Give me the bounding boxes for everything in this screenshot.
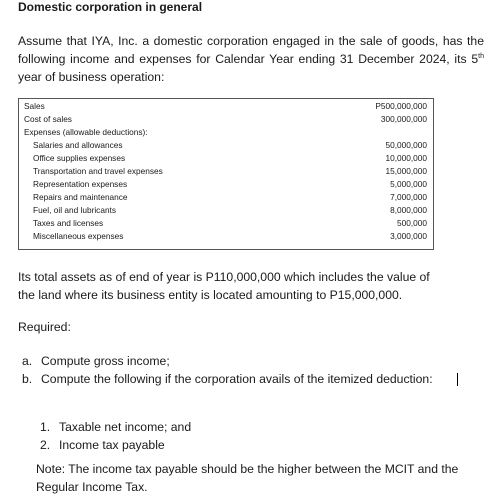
- requirement-marker: a.: [22, 354, 33, 368]
- row-label: Expenses (allowable deductions):: [24, 127, 148, 137]
- statement-row: [19, 179, 433, 190]
- requirement-item: [22, 370, 482, 406]
- sub-requirement-marker: 2.: [40, 438, 51, 452]
- statement-row: [19, 192, 433, 203]
- row-label: Repairs and maintenance: [33, 192, 128, 202]
- statement-row: [19, 153, 433, 164]
- note-paragraph: Note: The income tax payable should be the higher between the MCIT and the Regular Income Tax.: [36, 462, 459, 494]
- statement-row: [19, 218, 433, 229]
- requirement-marker: b.: [22, 372, 33, 386]
- section-heading: Domestic corporation in general: [18, 0, 203, 14]
- row-amount: 8,000,000: [390, 205, 427, 215]
- statement-row: [19, 205, 433, 216]
- row-label: Representation expenses: [33, 179, 128, 189]
- intro-paragraph: [18, 32, 484, 86]
- sub-requirement-text: Taxable net income; and: [59, 420, 192, 434]
- sub-requirement-marker: 1.: [40, 420, 51, 434]
- statement-row: [19, 231, 433, 242]
- sub-requirement-item: [40, 436, 460, 454]
- row-label: Sales: [24, 101, 45, 111]
- total-assets-paragraph: Its total assets as of end of year is P110,000,000 which includes the value of the land where its business entity is located amounting to P15,000,000.: [18, 270, 430, 302]
- row-label: Office supplies expenses: [33, 153, 126, 163]
- sub-requirement-item: [40, 418, 460, 436]
- statement-row: [19, 101, 433, 112]
- requirement-text-wrap: [41, 370, 455, 388]
- statement-row: [19, 166, 433, 177]
- requirement-text: Compute gross income;: [41, 354, 170, 368]
- requirement-item: [22, 352, 482, 370]
- text-cursor: [457, 373, 458, 386]
- sub-requirement-text: Income tax payable: [59, 438, 165, 452]
- row-amount: P500,000,000: [375, 101, 427, 111]
- statement-row: [19, 127, 433, 138]
- row-label: Cost of sales: [24, 114, 72, 124]
- row-label: Salaries and allowances: [33, 140, 123, 150]
- row-amount: 500,000: [397, 218, 427, 228]
- intro-text-part2: year of business operation:: [18, 70, 165, 84]
- statement-row: [19, 114, 433, 125]
- row-label: Fuel, oil and lubricants: [33, 205, 117, 215]
- income-statement-table: [18, 98, 434, 250]
- intro-text-part1: Assume that IYA, Inc. a domestic corporation engaged in the sale of goods, has the following income and expenses for Calendar Year ending 31 December 2024, its 5: [18, 34, 484, 66]
- row-amount: 3,000,000: [390, 231, 427, 241]
- required-label: Required:: [18, 320, 71, 334]
- row-amount: 300,000,000: [380, 114, 427, 124]
- intro-superscript: th: [478, 52, 484, 60]
- row-amount: 7,000,000: [390, 192, 427, 202]
- row-label: Miscellaneous expenses: [33, 231, 124, 241]
- statement-row: [19, 140, 433, 151]
- row-amount: 10,000,000: [385, 153, 427, 163]
- row-amount: 5,000,000: [390, 179, 427, 189]
- row-label: Transportation and travel expenses: [33, 166, 163, 176]
- row-label: Taxes and licenses: [33, 218, 104, 228]
- row-amount: 15,000,000: [385, 166, 427, 176]
- row-amount: 50,000,000: [385, 140, 427, 150]
- requirement-text: Compute the following if the corporation avails of the itemized deduction:: [41, 372, 433, 386]
